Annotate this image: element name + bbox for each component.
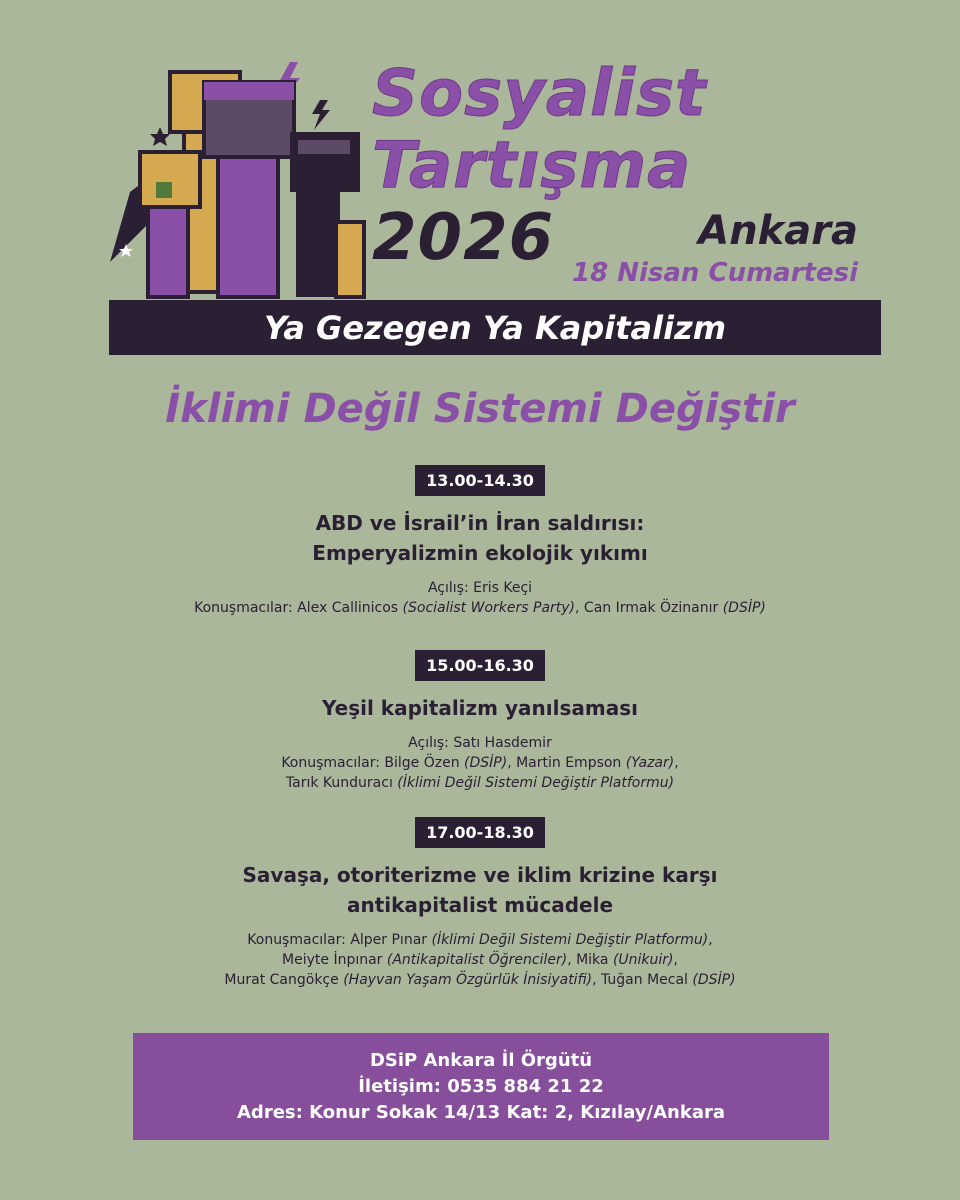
- opening-speaker: Eris Keçi: [473, 580, 533, 596]
- speaker-org: (İklimi Değil Sistemi Değiştir Platformu): [431, 932, 709, 948]
- speaker-name: Murat Cangökçe: [224, 972, 344, 988]
- speaker-org: (Unikuir): [612, 952, 674, 968]
- session-time-badge: 13.00-14.30: [415, 465, 545, 496]
- brand-line-2: Tartışma: [372, 129, 692, 203]
- session-title: [0, 693, 960, 723]
- speaker-org: (DSİP): [722, 600, 766, 616]
- event-city: Ankara: [698, 208, 858, 254]
- session-title-line: Savaşa, otoriterizme ve iklim krizine karşı: [242, 863, 718, 887]
- speaker-org: (Yazar): [625, 755, 675, 771]
- speakers-label: Konuşmacılar:: [194, 600, 298, 616]
- speakers-line: Konuşmacılar: Bilge Özen (DSİP), Martin Empson (Yazar),: [281, 755, 679, 771]
- session-details: [0, 733, 960, 793]
- opening-speaker: Satı Hasdemir: [453, 735, 552, 751]
- session-title-line: Yeşil kapitalizm yanılsaması: [322, 696, 638, 720]
- session-details: [0, 578, 960, 618]
- session-1: [0, 465, 960, 618]
- speakers-line: Konuşmacılar: Alper Pınar (İklimi Değil Sistemi Değiştir Platformu),: [247, 932, 713, 948]
- speakers-line: [0, 773, 960, 793]
- opening-line: [0, 733, 960, 753]
- session-title-line: Emperyalizmin ekolojik yıkımı: [312, 541, 648, 565]
- speaker-org: (Socialist Workers Party): [402, 600, 576, 616]
- contact-address: Adres: Konur Sokak 14/13 Kat: 2, Kızılay/Ankara: [237, 1101, 725, 1123]
- opening-line: [0, 578, 960, 598]
- speaker-org: (İklimi Değil Sistemi Değiştir Platformu): [397, 775, 675, 791]
- event-brand: [372, 58, 707, 274]
- speaker-name: , Tuğan Mecal: [592, 972, 693, 988]
- speaker-name: Bilge Özen: [384, 755, 465, 771]
- speaker-org: (Antikapitalist Öğrenciler): [386, 952, 568, 968]
- speakers-line: [0, 598, 960, 618]
- speaker-org: (DSİP): [692, 972, 736, 988]
- speaker-name: , Can Irmak Özinanır: [575, 600, 723, 616]
- speaker-org: (Hayvan Yaşam Özgürlük İnisiyatifi): [343, 972, 593, 988]
- session-title-line: ABD ve İsrail’in İran saldırısı:: [315, 511, 645, 535]
- brand-line-1: Sosyalist: [372, 57, 707, 131]
- session-2: [0, 650, 960, 793]
- event-date: 18 Nisan Cumartesi: [572, 258, 858, 288]
- session-title: [0, 508, 960, 568]
- organization-name: DSiP Ankara İl Örgütü: [369, 1049, 593, 1071]
- contact-box: [133, 1033, 829, 1140]
- speaker-name: Meiyte İnpınar: [282, 952, 387, 968]
- speakers-label: Konuşmacılar:: [247, 932, 351, 948]
- speaker-name: , Martin Empson: [507, 755, 626, 771]
- speakers-line: Meiyte İnpınar (Antikapitalist Öğrenciler), Mika (Unikuir),: [282, 952, 678, 968]
- opening-label: Açılış:: [408, 735, 454, 751]
- session-3: [0, 817, 960, 990]
- session-time-badge: 15.00-16.30: [415, 650, 545, 681]
- brand-year: 2026: [372, 201, 555, 275]
- session-time-badge: 17.00-18.30: [415, 817, 545, 848]
- speaker-name: , Mika: [567, 952, 613, 968]
- contact-phone: İletişim: 0535 884 21 22: [358, 1075, 604, 1097]
- lightning-icon: [312, 100, 330, 130]
- session-title-line: antikapitalist mücadele: [346, 893, 614, 917]
- star-icon: [150, 127, 170, 146]
- speakers-line: [0, 970, 960, 990]
- slogan-heading: İklimi Değil Sistemi Değiştir: [165, 386, 795, 432]
- speaker-org: (DSİP): [464, 755, 508, 771]
- opening-label: Açılış:: [427, 580, 474, 596]
- speakers-label: Konuşmacılar:: [281, 755, 385, 771]
- speaker-name: Alex Callinicos: [297, 600, 403, 616]
- session-title: [0, 860, 960, 920]
- raised-fists-illustration: [100, 52, 400, 302]
- theme-banner: Ya Gezegen Ya Kapitalizm: [109, 300, 881, 355]
- speaker-name: Tarık Kunduracı: [285, 775, 398, 791]
- speaker-name: Alper Pınar: [350, 932, 432, 948]
- session-details: [0, 930, 960, 990]
